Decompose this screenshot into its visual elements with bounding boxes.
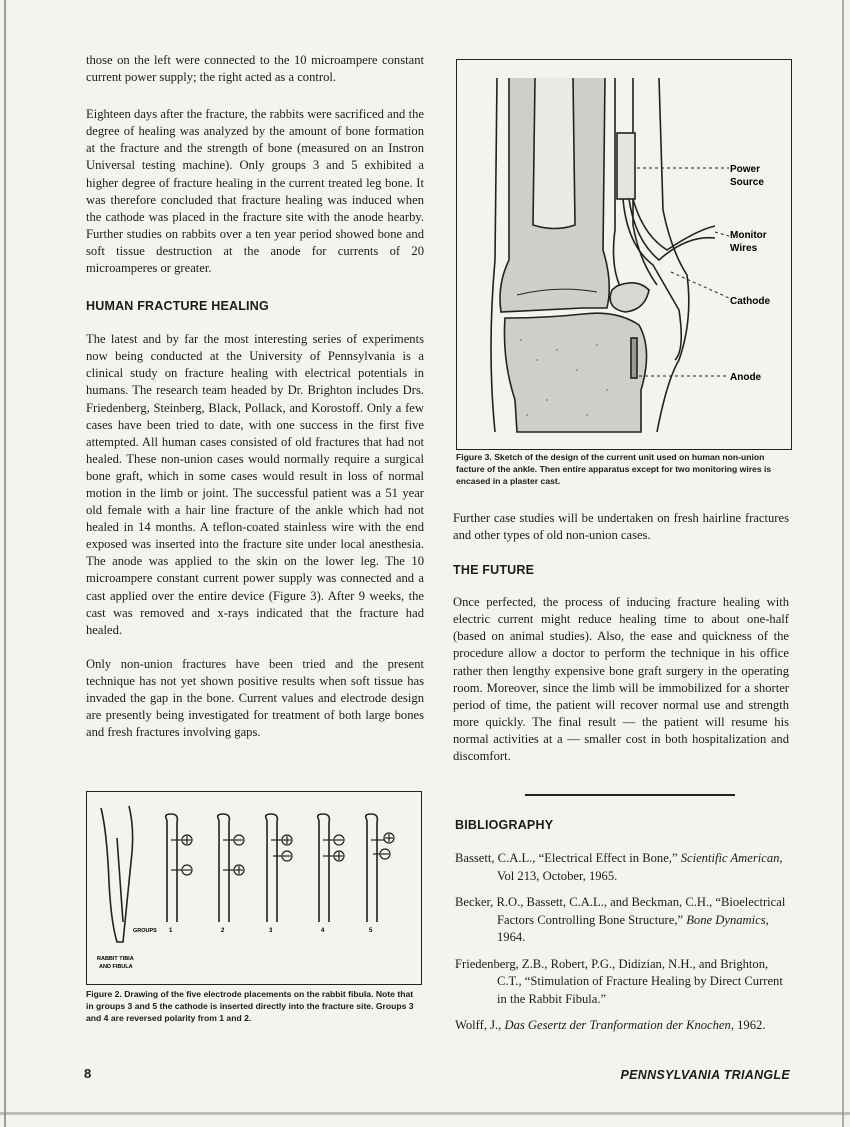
- page-edge-left: [4, 0, 6, 1127]
- group-number-5: 5: [369, 928, 373, 934]
- paragraph-future: Once perfected, the process of inducing fracture healing with electric current might reduce healing time to about one-half (based on animal studies). Also, the ease and quickness of the procedure allow a doctor to perform the technique in his office rather then lengthy expensive bone graft surgery in the operating room. Moreover, since the limb will be immobilized for a shorter period of time, the patient will recover normal use and strength more quickly. The final result — the patient will resume his normal activities at a — smaller cost in both hospitalization and discomfort.: [453, 595, 789, 764]
- page-edge-right: [842, 0, 844, 1127]
- figure-3-caption: Figure 3. Sketch of the design of the current unit used on human non-union facture of the ankle. Then entire apparatus except for two monitoring wires is encased in a plaster cast.: [456, 452, 772, 486]
- heading-human-fracture-healing: HUMAN FRACTURE HEALING: [86, 299, 269, 314]
- figure-3-ankle-sketch: [457, 60, 791, 449]
- group-number-2: 2: [221, 928, 225, 934]
- bib-entry: Becker, R.O., Bassett, C.A.L., and Beckman, C.H., “Bioelectrical Factors Controlling Bone Structure,” Bone Dynamics, 1964.: [455, 895, 786, 944]
- paragraph-animal-results: Eighteen days after the fracture, the rabbits were sacrificed and the degree of healing was analyzed by the amount of bone formation at the fracture and the strength of bone (measured on an Instron Universal testing machine). Only groups 3 and 5 exhibited a higher degree of fracture healing in the current treated leg bone. It was therefore concluded that fracture healing was induced when the cathode was placed in the fracture site with the anode hearby. Further studies on rabbits over a ten year period showed bone and soft tissue destruction at the anode for currents of 20 microamperes or greater.: [86, 107, 424, 276]
- group-number-3: 3: [269, 928, 273, 934]
- bibliography: [455, 818, 791, 1044]
- label-power: Power: [730, 164, 761, 175]
- label-cathode: Cathode: [730, 296, 770, 307]
- paragraph-intro: those on the left were connected to the 10 microampere constant current power supply; the right acted as a control.: [86, 53, 424, 85]
- left-column: [86, 52, 424, 741]
- figure-2-caption: Figure 2. Drawing of the five electrode placements on the rabbit fibula. Note that in groups 3 and 5 the cathode is inserted directly into the fracture site. Groups 3 and 4 are reversed polarity from 1 and 2.: [86, 989, 414, 1023]
- label-monitor: Monitor: [730, 230, 767, 241]
- heading-bibliography: BIBLIOGRAPHY: [455, 818, 554, 832]
- paragraph-limitations: Only non-union fractures have been tried and the present technique has not yet shown positive results when soft tissue has invaded the gap in the bone. Current values and electrode design are presently being investigated for treatment of both large bones and fresh fractures involving gaps.: [86, 656, 424, 740]
- label-source: Source: [730, 177, 764, 188]
- page-number: 8: [84, 1066, 92, 1081]
- label-wires: Wires: [730, 243, 758, 254]
- group-number-4: 4: [321, 928, 325, 934]
- groups-label: GROUPS: [133, 928, 157, 934]
- group-number-1: 1: [169, 928, 173, 934]
- figure-3-box: [456, 59, 792, 450]
- bone-label-line-2: AND FIBULA: [99, 964, 133, 970]
- bib-entry: Friedenberg, Z.B., Robert, P.G., Didizian, N.H., and Brighton, C.T., “Stimulation of Fracture Healing by Direct Current in the Rabbit Fibula.”: [455, 956, 783, 1006]
- journal-name: PENNSYLVANIA TRIANGLE: [620, 1068, 790, 1082]
- figure-2-box: [86, 791, 422, 985]
- paragraph-further-studies: Further case studies will be undertaken on fresh hairline fractures and other types of old non-union cases.: [453, 511, 789, 543]
- section-divider: [525, 794, 735, 796]
- figure-2-electrode-drawing: [87, 792, 421, 984]
- bib-entry: Bassett, C.A.L., “Electrical Effect in Bone,” Scientific American, Vol 213, October, 1965.: [455, 851, 783, 883]
- bib-entry: Wolff, J., Das Gesertz der Tranformation der Knochen, 1962.: [455, 1018, 766, 1032]
- paragraph-human-study: The latest and by far the most interesting series of experiments now being conducted at the University of Pennsylvania is a clinical study on fracture healing with electrical potentials in humans. The research team headed by Dr. Brighton includes Drs. Friedenberg, Steinberg, Black, Pollack, and Korostoff. Only a few cases have been tried to date, with one success in the first five attempted. All human cases consisted of old fractures that had not healed. These non-union cases would normally require a surgical bone graft, which in some cases would result in loss of normal motion in the limb or joint. The successful patient was a 51 year old female with a hair line fracture of the ankle which had not healed in 14 months. A teflon-coated stainless wire with the end exposed was inserted into the fracture site under local anesthesia. The anode was applied to the skin on the lower leg. The 10 microampere constant current power supply was connected and a cast applied over the entire device (Figure 3). After 9 weeks, the cast was removed and x-rays indicated that the fracture had healed.: [86, 332, 424, 637]
- heading-the-future: THE FUTURE: [453, 563, 535, 578]
- label-anode: Anode: [730, 372, 762, 383]
- bone-label-line-1: RABBIT TIBIA: [97, 956, 134, 962]
- page-edge-bottom: [0, 1112, 850, 1115]
- right-column: [453, 510, 789, 765]
